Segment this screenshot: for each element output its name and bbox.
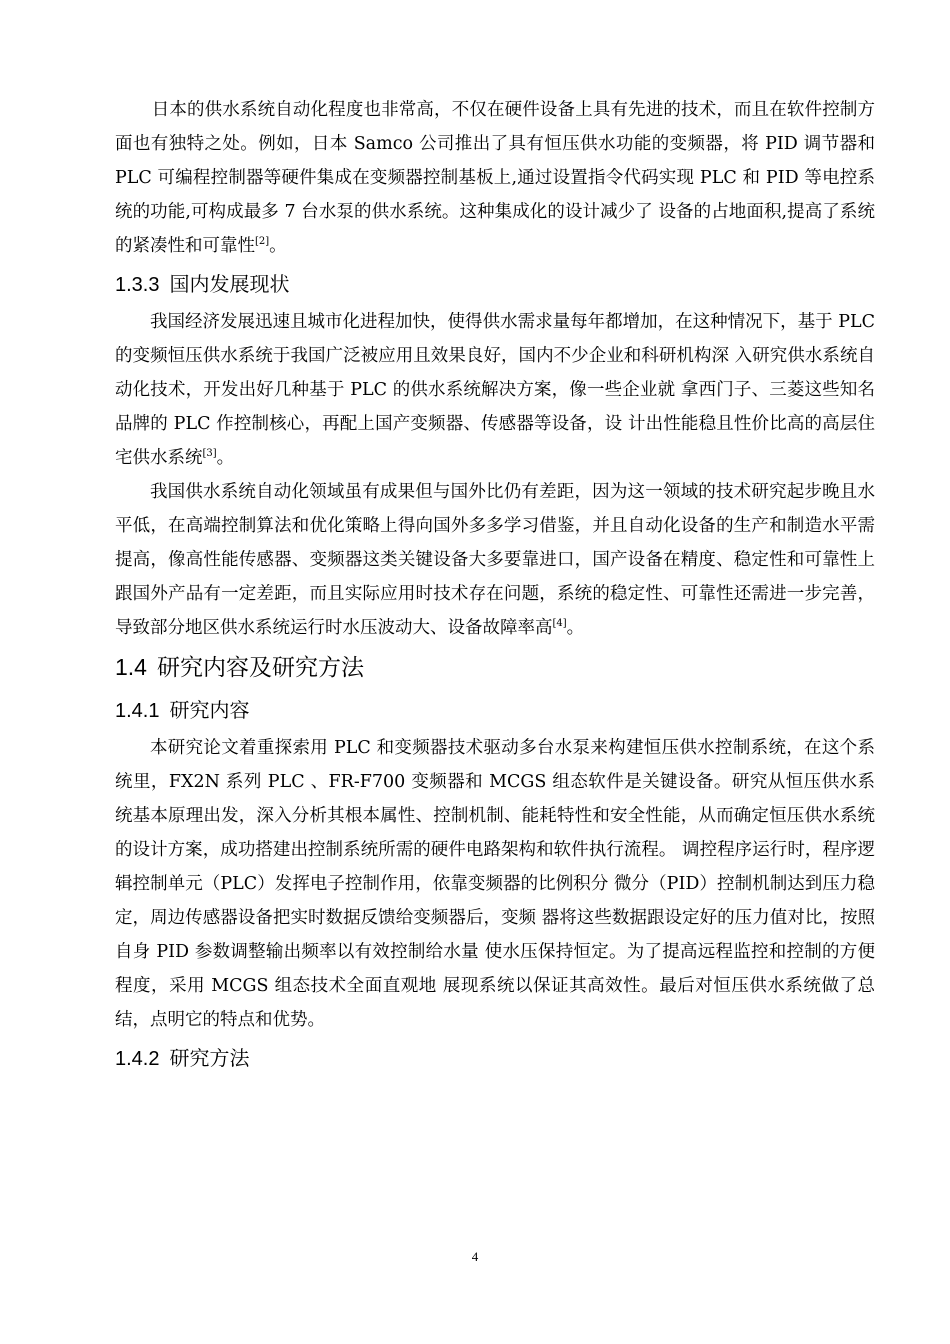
paragraph-tail: 。 xyxy=(269,236,287,256)
heading-title: 研究方法 xyxy=(169,1046,250,1070)
paragraph-domestic-development xyxy=(115,305,875,475)
citation-ref: [2] xyxy=(255,236,270,247)
paragraph-text: 我国供水系统自动化领域虽有成果但与国外比仍有差距，因为这一领域的技术研究起步晚且水平低，在高端控制算法和优化策略上得向国外多多学习借鉴，并且自动化设备的生产和制造水平需提高，像高性能传感器、变频器这类关键设备大多要靠进口，国产设备在精度、稳定性和可靠性上跟国外产品有一定差距，而且实际应用时技术存在问题，系统的稳定性、可靠性还需进一步完善，导致部分地区供水系统运行时水压波动大、设备故障率高 xyxy=(115,482,875,638)
paragraph-text: 本研究论文着重探索用 PLC 和变频器技术驱动多台水泵来构建恒压供水控制系统，在这个系统里，FX2N 系列 PLC 、FR-F700 变频器和 MCGS 组态软件是关键设备。研究从恒压供水系统基本原理出发，深入分析其根本属性、控制机制、能耗特性和安全性能，从而确定恒压供水系统的设计方案，成功搭建出控制系统所需的硬件电路架构和软件执行流程。 调控程序运行时，程序逻辑控制单元（PLC）发挥电子控制作用，依靠变频器的比例积分 微分（PID）控制机制达到压力稳定，周边传感器设备把实时数据反馈给变频器后，变频 器将这些数据跟设定好的压力值对比，按照自身 PID 参数调整输出频率以有效控制给水量 使水压保持恒定。为了提高远程监控和控制的方便程度，采用 MCGS 组态技术全面直观地 展现系统以保证其高效性。最后对恒压供水系统做了总结，点明它的特点和优势。 xyxy=(115,738,875,1030)
paragraph-tail: 。 xyxy=(216,448,235,468)
paragraph-tail: 。 xyxy=(566,618,585,638)
paragraph-text: 我国经济发展迅速且城市化进程加快，使得供水需求量每年都增加，在这种情况下，基于 PLC 的变频恒压供水系统于我国广泛被应用且效果良好，国内不少企业和科研机构深 入研究供水系统自动化技术，开发出好几种基于 PLC 的供水系统解决方案，像一些企业就 拿西门子、三菱这些知名品牌的 PLC 作控制核心，再配上国产变频器、传感器等设备，设 计出性能稳且性价比高的高层住宅供水系统 xyxy=(115,312,875,468)
paragraph-japan-water-supply xyxy=(115,93,875,263)
heading-title: 研究内容及研究方法 xyxy=(156,655,364,681)
heading-1-3-3 xyxy=(115,265,875,303)
heading-number: 1.4 xyxy=(115,654,147,680)
heading-number: 1.3.3 xyxy=(115,274,160,296)
paragraph-text: 日本的供水系统自动化程度也非常高，不仅在硬件设备上具有先进的技术，而且在软件控制方面也有独特之处。例如，日本 Samco 公司推出了具有恒压供水功能的变频器，将 PID 调节器和 PLC 可编程控制器等硬件集成在变频器控制基板上,通过设置指令代码实现 PLC 和 PID 等电控系统的功能,可构成最多 7 台水泵的供水系统。这种集成化的设计减少了 设备的占地面积,提高了系统的紧凑性和可靠性 xyxy=(115,100,875,256)
citation-ref: [3] xyxy=(202,448,217,459)
heading-1-4-1 xyxy=(115,691,875,729)
heading-1-4 xyxy=(115,645,875,689)
heading-title: 研究内容 xyxy=(169,698,250,722)
document-page xyxy=(115,93,875,1079)
heading-1-4-2 xyxy=(115,1039,875,1077)
citation-ref: [4] xyxy=(552,618,567,629)
heading-number: 1.4.2 xyxy=(115,1048,160,1070)
heading-title: 国内发展现状 xyxy=(169,272,290,296)
paragraph-research-content xyxy=(115,731,875,1037)
paragraph-domestic-gap xyxy=(115,475,875,645)
heading-number: 1.4.1 xyxy=(115,700,160,722)
page-number: 4 xyxy=(471,1249,479,1264)
